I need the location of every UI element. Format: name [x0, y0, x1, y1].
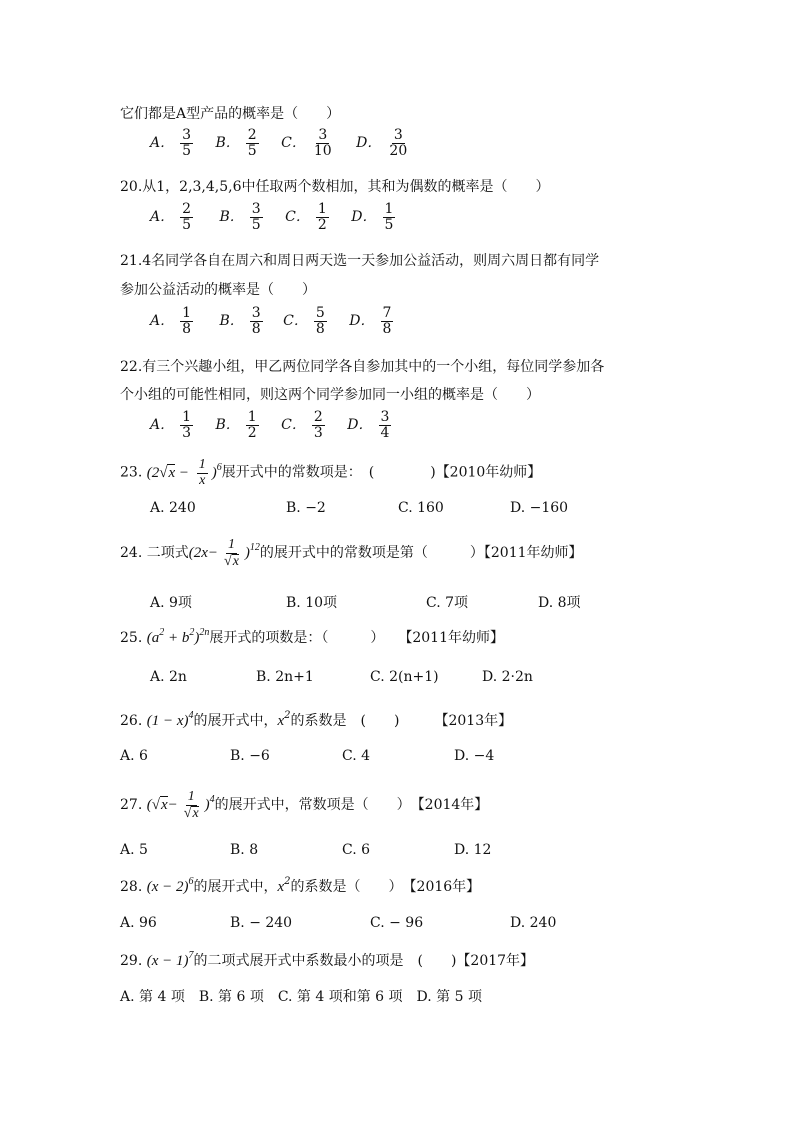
option-c: C． $\frac{3}{10}$	[281, 127, 332, 159]
question-21-stem-line2: 参加公益活动的概率是（ ）	[120, 282, 316, 298]
option-a: A． $\frac{3}{5}$	[150, 127, 192, 159]
question-29-options: A. 第 4 项 B. 第 6 项 C. 第 4 项和第 6 项 D. 第 5 项	[120, 989, 482, 1005]
option-d: D． $\frac{7}{8}$	[349, 305, 392, 337]
option-d: D. −4	[454, 748, 495, 764]
question-20-stem: 20.从1，2,3,4,5,6中任取两个数相加，其和为偶数的概率是（ ）	[120, 179, 550, 195]
option-d: D． $\frac{1}{5}$	[351, 201, 394, 233]
expression: (2√x − $\frac{1}{x}$ )$^6$	[146, 457, 222, 488]
option-a: A. 9项	[150, 595, 192, 611]
option-d: D. 240	[510, 915, 557, 931]
option-b: B. 10项	[286, 595, 338, 611]
option-a: A． $\frac{1}{8}$	[150, 305, 192, 337]
option-d: D. 12	[454, 842, 492, 858]
option-b: B. −6	[230, 748, 270, 764]
question-19-stem: 它们都是A型产品的概率是（ ）	[120, 106, 341, 122]
option-d: D. 8项	[538, 595, 581, 611]
option-b: B． $\frac{2}{5}$	[215, 127, 257, 159]
option-c: C. 2(n+1)	[370, 669, 439, 685]
expression: $(x - 1)^7$	[146, 950, 194, 969]
option-c: C. 160	[398, 500, 444, 516]
option-b: B. 2n+1	[256, 669, 314, 685]
option-d: D. −160	[510, 500, 569, 516]
expression: (√x− $\frac{1}{√x}$ )$^4$	[146, 789, 215, 821]
question-28-stem: 28. $(x - 2)^6$的展开式中，$x^2$的系数是（ ） 【2016年】	[120, 876, 481, 895]
question-20-options	[150, 202, 399, 232]
question-23-stem: 23. (2√x − $\frac{1}{x}$ )$^6$展开式中的常数项是： ( )【2010年幼师】	[120, 457, 542, 488]
option-c: C． $\frac{5}{8}$	[283, 305, 325, 337]
option-c: C． $\frac{2}{3}$	[281, 409, 323, 441]
option-b: B． $\frac{1}{2}$	[215, 409, 257, 441]
option-b: B. −2	[286, 500, 326, 516]
expression: $(1 - x)^4$	[146, 710, 194, 729]
option-a: A. 96	[120, 915, 157, 931]
question-19-options	[150, 128, 413, 158]
option-b: B. 8	[230, 842, 259, 858]
question-22-stem-line2: 个小组的可能性相同，则这两个同学参加同一小组的概率是（ ）	[120, 387, 540, 403]
expression: $(a^2 + b^2)^{2n}$	[146, 627, 210, 646]
option-d: D． $\frac{3}{20}$	[356, 127, 408, 159]
question-29-stem: 29. $(x - 1)^7$的二项式展开式中系数最小的项是 ( )【2017年】	[120, 950, 535, 969]
option-b: B． $\frac{3}{8}$	[219, 305, 261, 337]
option-a: A． $\frac{1}{3}$	[150, 409, 192, 441]
option-a: A． $\frac{2}{5}$	[150, 201, 192, 233]
option-c: C. − 96	[370, 915, 424, 931]
expression: (2x− $\frac{1}{√x}$ )$^{12}$	[188, 537, 260, 569]
option-c: C． $\frac{1}{2}$	[285, 201, 327, 233]
question-22-stem-line1: 22.有三个兴趣小组，甲乙两位同学各自参加其中的一个小组，每位同学参加各	[120, 359, 605, 375]
option-c: C. 6	[342, 842, 371, 858]
expression: $(x - 2)^6$	[146, 876, 194, 895]
option-a: A. 240	[150, 500, 196, 516]
question-24-stem: 24. 二项式(2x− $\frac{1}{√x}$ )$^{12}$的展开式中的常数项是第（ ）【2011年幼师】	[120, 537, 583, 569]
question-26-stem: 26. $(1 - x)^4$的展开式中，$x^2$的系数是 ( ) 【2013年】	[120, 710, 513, 729]
option-a: A. 6	[120, 748, 148, 764]
option-c: C. 7项	[426, 595, 469, 611]
question-25-stem: 25. $(a^2 + b^2)^{2n}$展开式的项数是：（ ） 【2011年幼师】	[120, 627, 504, 646]
option-c: C. 4	[342, 748, 371, 764]
option-a: A. 2n	[150, 669, 187, 685]
question-21-stem-line1: 21.4名同学各自在周六和周日两天选一天参加公益活动，则周六周日都有同学	[120, 253, 600, 269]
option-d: D． $\frac{3}{4}$	[347, 409, 390, 441]
option-a: A. 5	[120, 842, 148, 858]
question-22-options	[150, 410, 395, 440]
question-21-options	[150, 306, 397, 336]
question-27-stem: 27. (√x− $\frac{1}{√x}$ )$^4$的展开式中，常数项是（ ） 【2014年】	[120, 789, 489, 821]
option-b: B. − 240	[230, 915, 293, 931]
option-b: B． $\frac{3}{5}$	[219, 201, 261, 233]
option-d: D. 2·2n	[482, 669, 533, 685]
